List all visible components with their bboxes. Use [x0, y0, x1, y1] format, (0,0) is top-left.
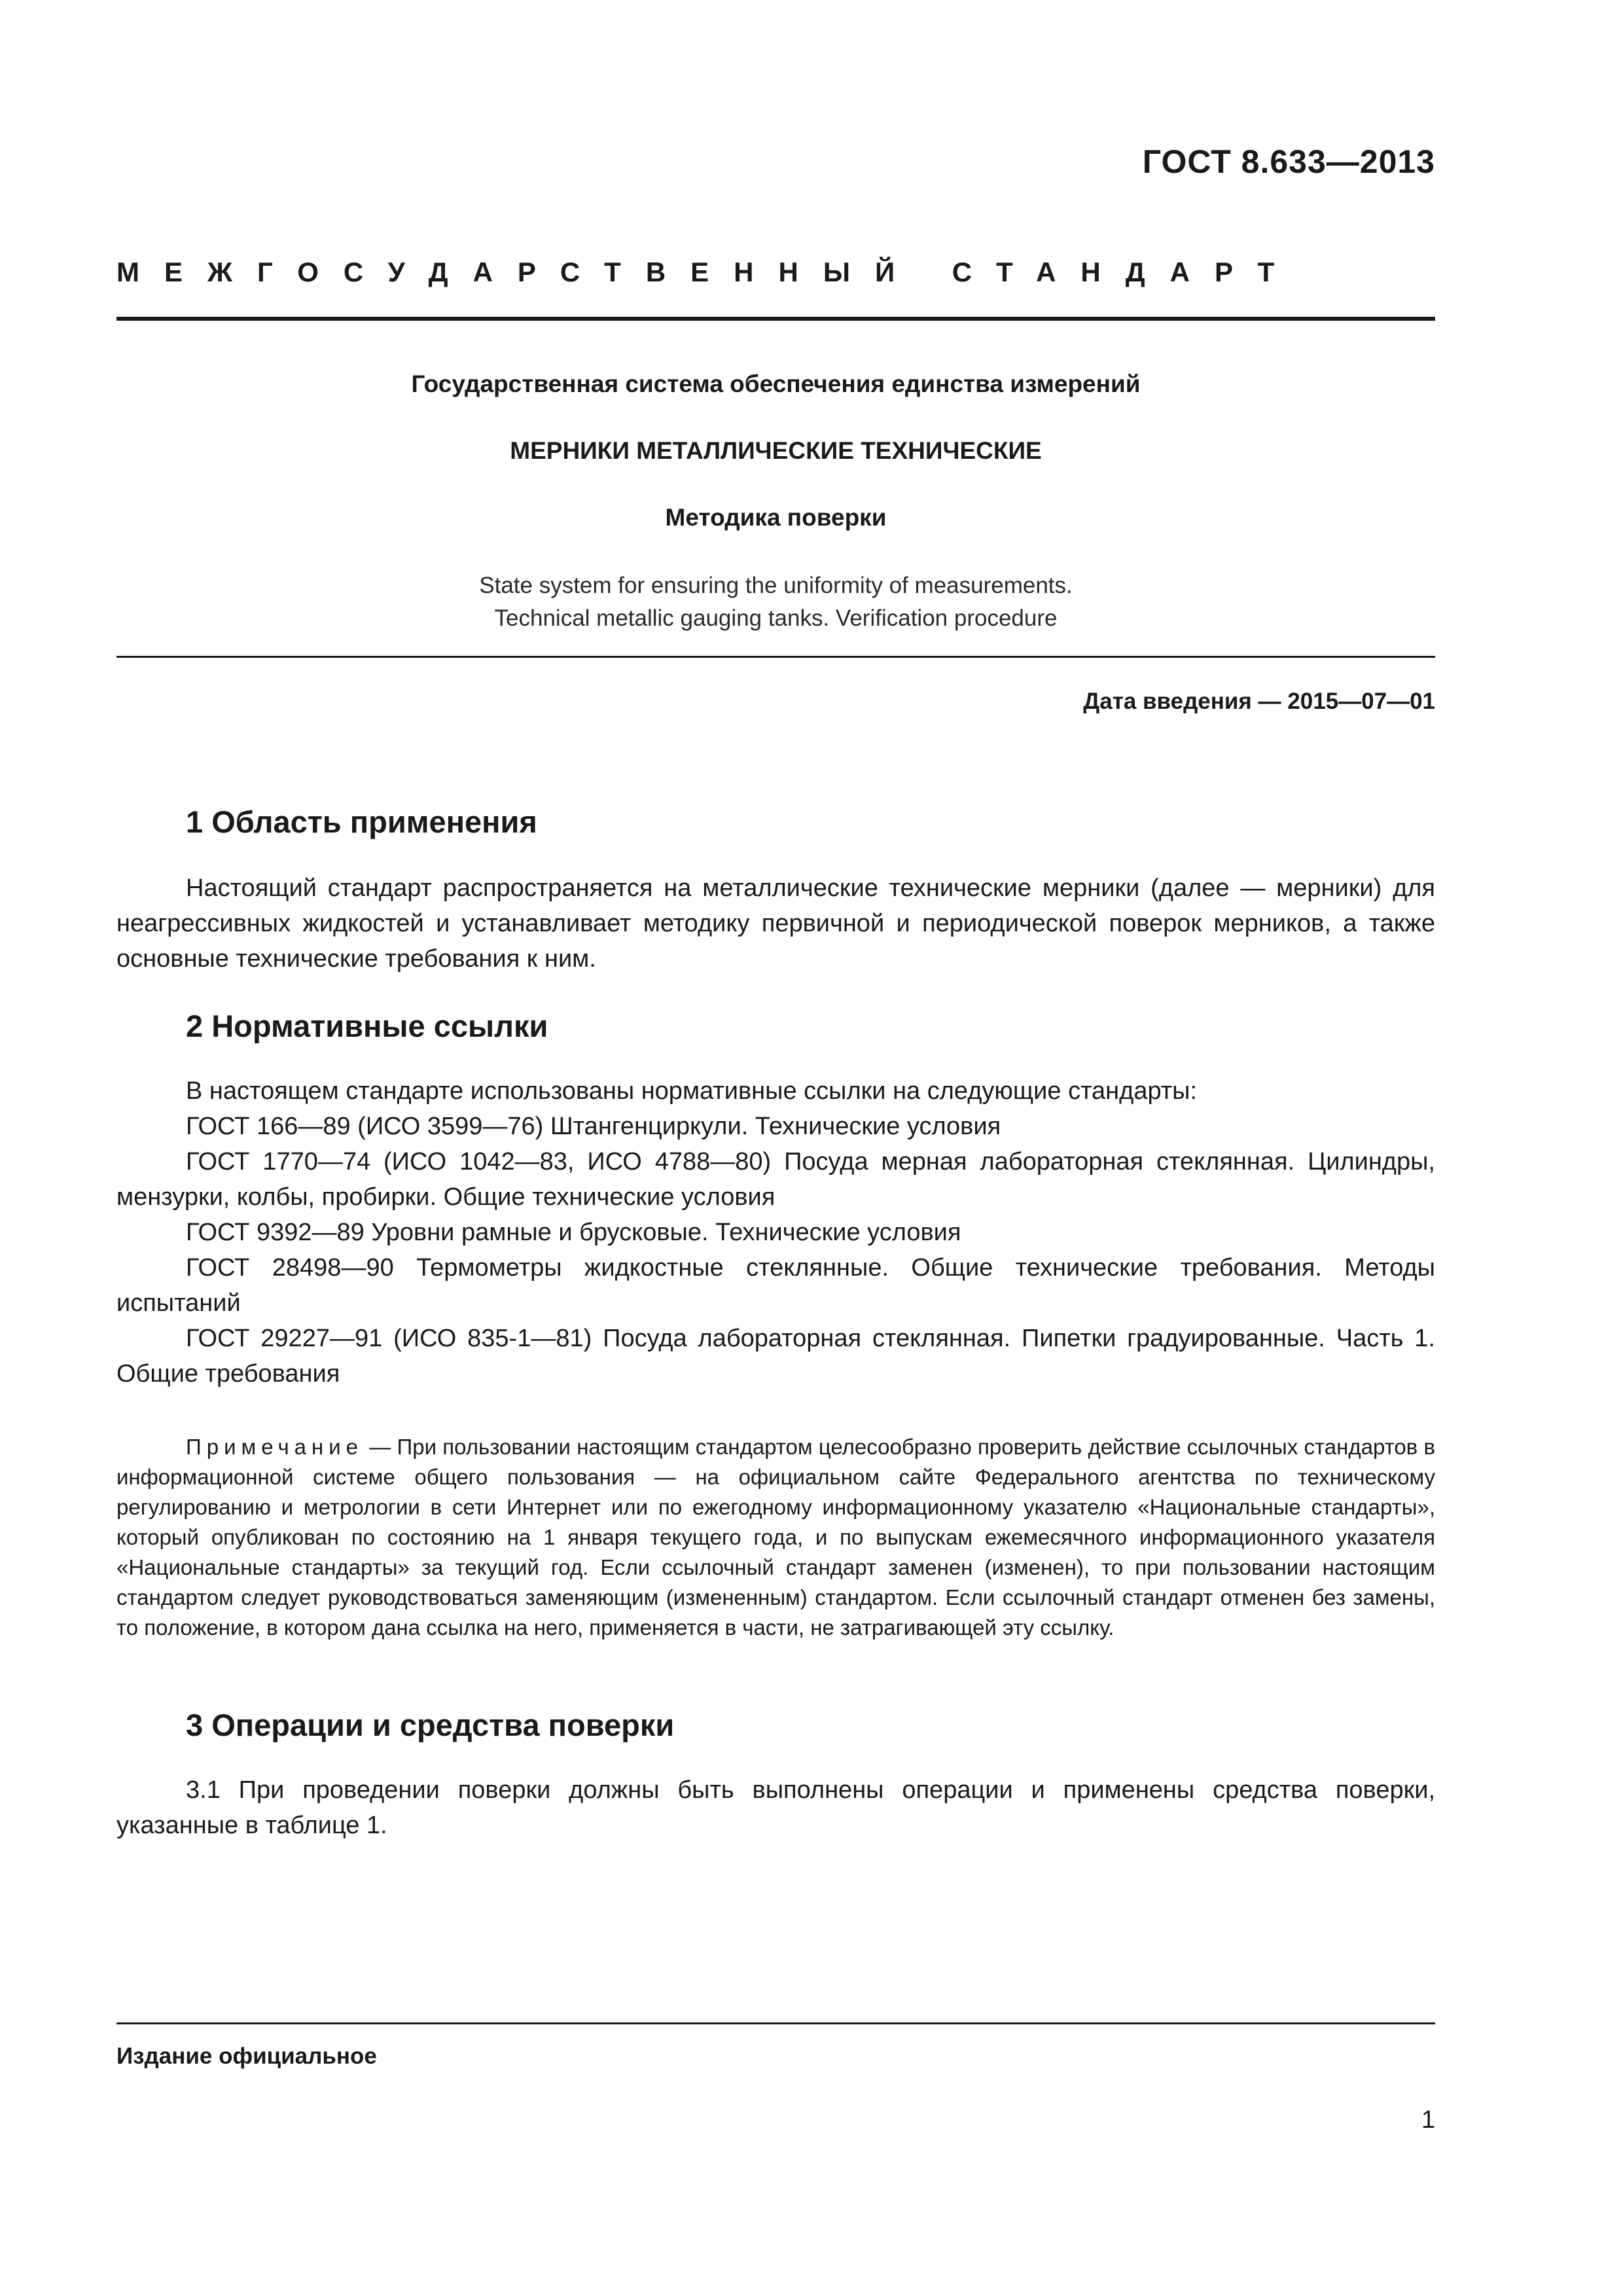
section-1-heading: 1 Область применения: [186, 804, 537, 839]
english-title-line-1: State system for ensuring the uniformity of measurements.: [479, 573, 1073, 598]
page-number: 1: [1421, 2106, 1435, 2134]
effective-date: Дата введения — 2015—07—01: [1083, 689, 1435, 714]
footer-rule: [116, 2022, 1435, 2024]
reference-item: ГОСТ 29227—91 (ИСО 835-1—81) Посуда лабораторная стеклянная. Пипетки градуированные. Часть 1. Общие требования: [116, 1325, 1435, 1388]
reference-item: ГОСТ 28498—90 Термометры жидкостные стеклянные. Общие технические требования. Методы испытаний: [116, 1254, 1435, 1317]
section-3-heading: 3 Операции и средства поверки: [186, 1708, 675, 1742]
main-title: МЕРНИКИ МЕТАЛЛИЧЕСКИЕ ТЕХНИЧЕСКИЕ: [510, 437, 1042, 464]
note-label: Примечание: [186, 1435, 364, 1459]
english-title: [116, 569, 1435, 635]
section-2-heading: 2 Нормативные ссылки: [186, 1009, 548, 1043]
gost-number: ГОСТ 8.633—2013: [1142, 143, 1435, 180]
title-rule: [116, 656, 1435, 658]
standard-type: МЕЖГОСУДАРСТВЕННЫЙ СТАНДАРТ: [116, 257, 1300, 287]
english-title-line-2: Technical metallic gauging tanks. Verification procedure: [494, 605, 1058, 631]
system-title: Государственная система обеспечения единства измерений: [411, 370, 1141, 397]
header-rule: [116, 317, 1435, 321]
reference-item: ГОСТ 166—89 (ИСО 3599—76) Штангенциркули. Технические условия: [186, 1113, 1001, 1140]
section-1-text: Настоящий стандарт распространяется на металлические технические мерники (далее — мерники) для неагрессивных жидкостей и устанавливает методику первичной и периодической поверок мерников, а также основные технические требования к ним.: [116, 874, 1435, 973]
section-3-text: 3.1 При проведении поверки должны быть выполнены операции и применены средства поверки, указанные в таблице 1.: [116, 1776, 1435, 1839]
note-text: — При пользовании настоящим стандартом целесообразно проверить действие ссылочных стандартов в информационной системе общего пользования — на официальном сайте Федерального агентства по техническому регулированию и метрологии в сети Интернет или по ежегодному информационному указателю «Национальные стандарты», который опубликован по состоянию на 1 января текущего года, и по выпускам ежемесячного информационного указателя «Национальные стандарты» за текущий год. Если ссылочный стандарт заменен (изменен), то при пользовании настоящим стандартом следует руководствоваться заменяющим (измененным) стандартом. Если ссылочный стандарт отменен без замены, то положение, в котором дана ссылка на него, применяется в части, не затрагивающей эту ссылку.: [116, 1435, 1435, 1640]
reference-item: ГОСТ 1770—74 (ИСО 1042—83, ИСО 4788—80) Посуда мерная лабораторная стеклянная. Цилиндры, мензурки, колбы, пробирки. Общие технические условия: [116, 1148, 1435, 1211]
subtitle: Методика поверки: [665, 504, 887, 531]
section-2-intro: В настоящем стандарте использованы нормативные ссылки на следующие стандарты:: [186, 1077, 1198, 1105]
section-2-note: [116, 1432, 1435, 1643]
reference-item: ГОСТ 9392—89 Уровни рамные и брусковые. Технические условия: [186, 1219, 961, 1246]
edition-label: Издание официальное: [116, 2043, 377, 2069]
